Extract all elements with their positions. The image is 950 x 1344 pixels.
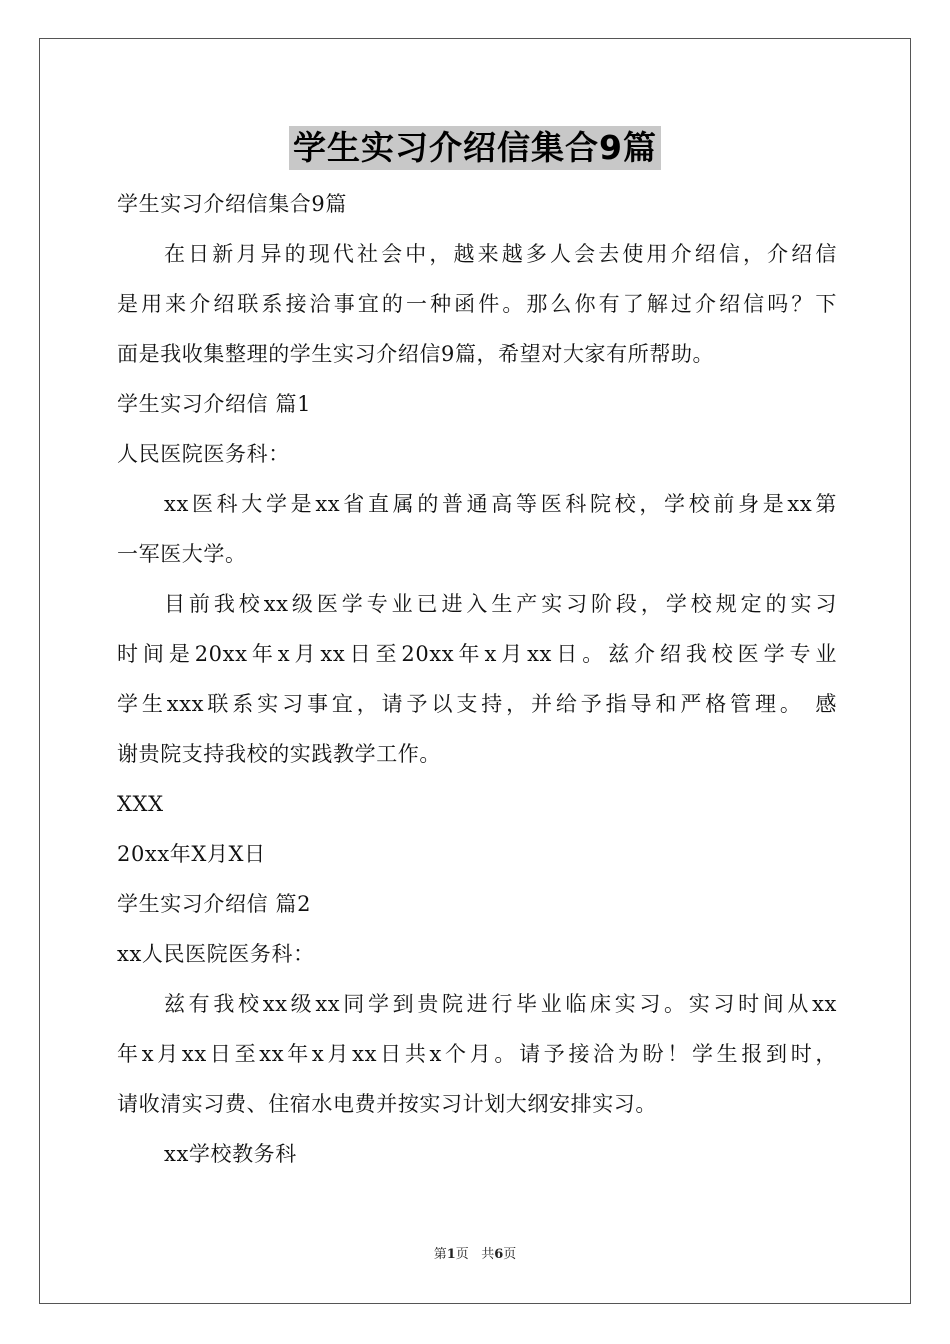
letter-1-date: 20xx年X月X日: [117, 842, 266, 866]
page-current: 1: [446, 1247, 456, 1262]
letter-1-paragraph-1-line-2: 一军医大学。: [117, 542, 247, 566]
letter-2-signature: xx学校教务科: [164, 1142, 297, 1166]
document-title: 学生实习介绍信集合9篇: [289, 126, 661, 170]
letter-2-salutation: xx人民医院医务科：: [117, 942, 315, 966]
letter-1-paragraph-1-line-1: xx医科大学是xx省直属的普通高等医科院校，学校前身是xx第: [164, 492, 837, 516]
letter-2-paragraph-line-3: 请收清实习费、住宿水电费并按实习计划大纲安排实习。: [117, 1092, 657, 1116]
total-prefix: 共: [481, 1247, 495, 1262]
document-body: [117, 179, 837, 1179]
letter-1-paragraph-2-line-4: 谢贵院支持我校的实践教学工作。: [117, 742, 441, 766]
section-heading-2: 学生实习介绍信 篇2: [117, 892, 312, 916]
total-suffix: 页: [503, 1247, 517, 1262]
letter-1-signature: XXX: [117, 792, 164, 816]
subtitle-line: 学生实习介绍信集合9篇: [117, 192, 347, 216]
letter-1-paragraph-2-line-2: 时间是20xx年x月xx日至20xx年x月xx日。兹介绍我校医学专业: [117, 642, 837, 666]
intro-paragraph-line-1: 在日新月异的现代社会中，越来越多人会去使用介绍信，介绍信: [164, 242, 837, 266]
intro-paragraph-line-2: 是用来介绍联系接洽事宜的一种函件。那么你有了解过介绍信吗？下: [117, 292, 837, 316]
section-heading-1: 学生实习介绍信 篇1: [117, 392, 312, 416]
letter-1-paragraph-2-line-3: 学生xxx联系实习事宜，请予以支持，并给予指导和严格管理。 感: [117, 692, 837, 716]
intro-paragraph-line-3: 面是我收集整理的学生实习介绍信9篇，希望对大家有所帮助。: [117, 342, 715, 366]
page-footer: [0, 1246, 950, 1264]
letter-2-paragraph-line-1: 兹有我校xx级xx同学到贵院进行毕业临床实习。实习时间从xx: [164, 992, 837, 1016]
letter-1-salutation: 人民医院医务科：: [117, 442, 290, 466]
page-total: 6: [494, 1247, 504, 1262]
page-suffix: 页: [455, 1247, 469, 1262]
page-prefix: 第: [433, 1247, 447, 1262]
title-wrap: [0, 126, 950, 170]
letter-2-paragraph-line-2: 年x月xx日至xx年x月xx日共x个月。请予接洽为盼！学生报到时，: [117, 1042, 837, 1066]
letter-1-paragraph-2-line-1: 目前我校xx级医学专业已进入生产实习阶段，学校规定的实习: [164, 592, 837, 616]
